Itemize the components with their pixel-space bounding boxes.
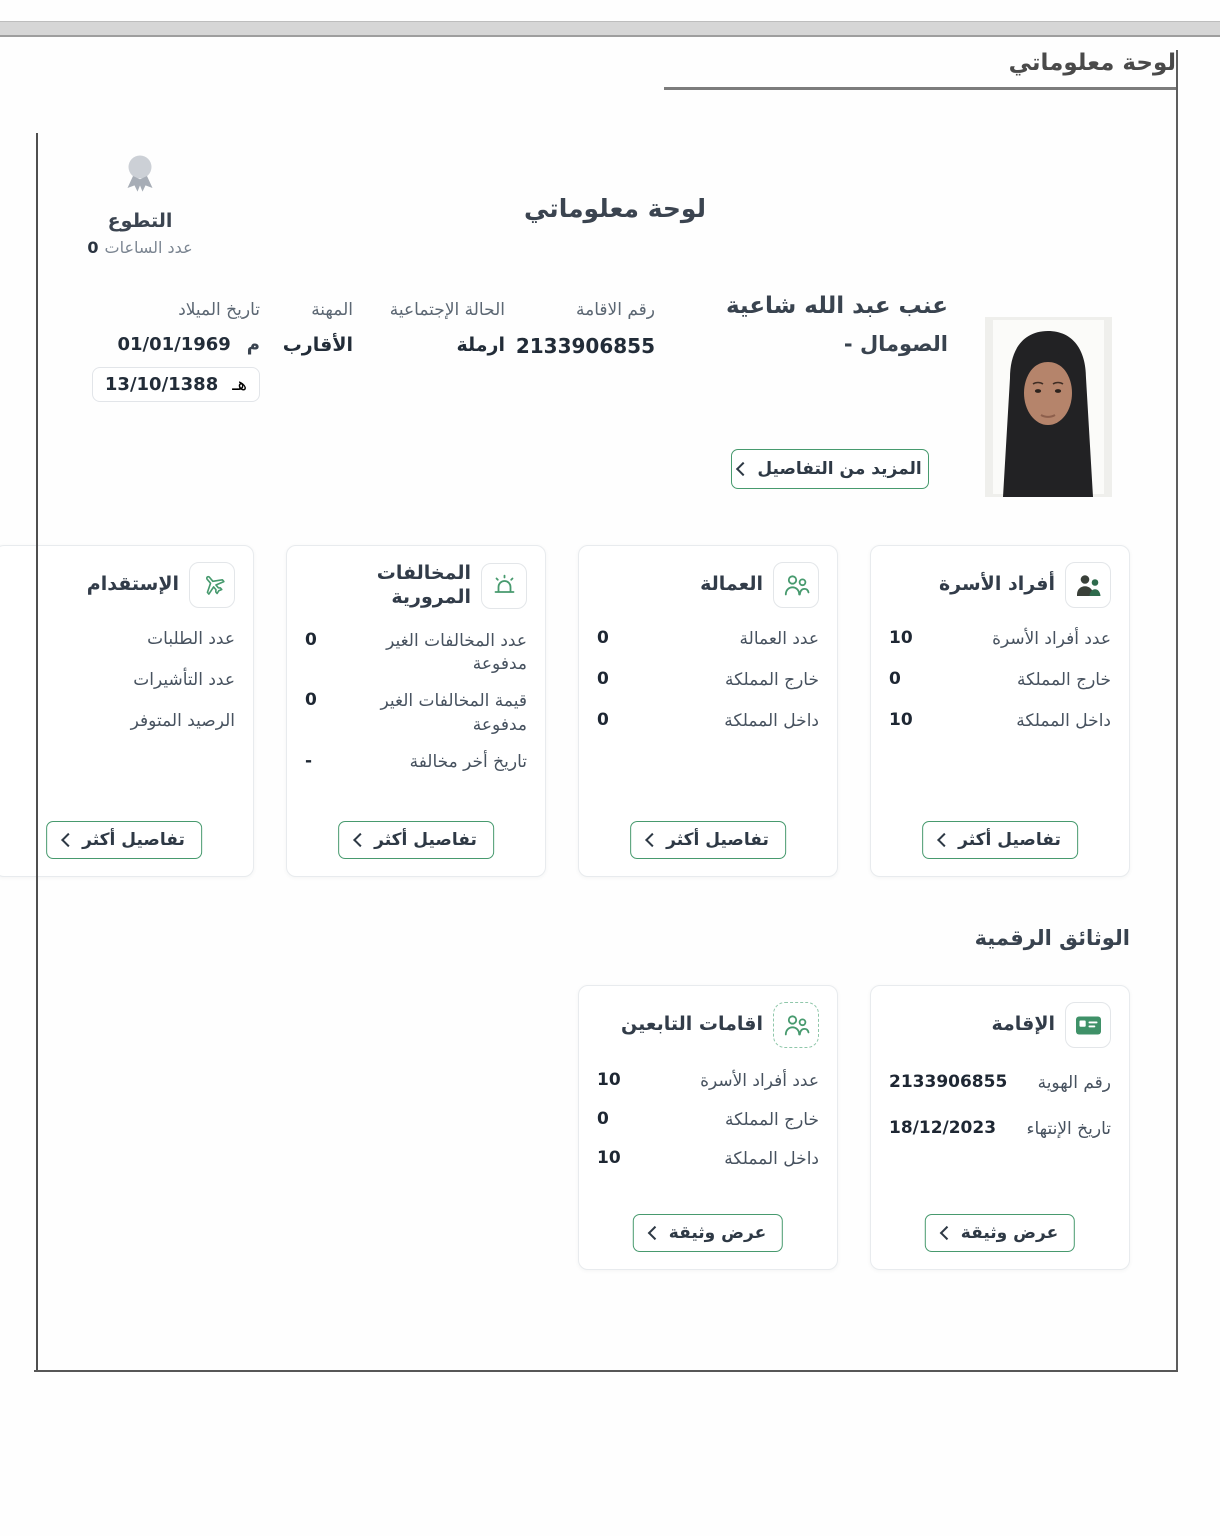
card-title: اقامات التابعين bbox=[621, 1013, 763, 1036]
row-value: 0 bbox=[305, 629, 317, 650]
scan-top-band bbox=[0, 21, 1220, 37]
field-label: تاريخ الميلاد bbox=[178, 300, 260, 320]
chevron-left-icon bbox=[937, 833, 951, 847]
profile-nationality: الصومال - bbox=[843, 332, 948, 356]
chevron-left-icon bbox=[645, 833, 659, 847]
family-members-icon bbox=[1065, 562, 1111, 608]
card-traffic-violations bbox=[286, 545, 546, 877]
row-value: 10 bbox=[597, 1147, 621, 1168]
chevron-left-icon bbox=[940, 1226, 954, 1240]
card-row bbox=[889, 1118, 1111, 1142]
view-document-button[interactable] bbox=[925, 1214, 1075, 1252]
row-label: عدد أفراد الأسرة bbox=[700, 1071, 819, 1091]
row-value: 10 bbox=[597, 1070, 621, 1090]
volunteering-hours bbox=[70, 238, 210, 257]
card-row bbox=[13, 628, 235, 652]
traffic-violations-icon bbox=[481, 563, 527, 609]
view-document-button[interactable] bbox=[633, 1214, 783, 1252]
chevron-left-icon bbox=[648, 1226, 662, 1240]
page-title: لوحة معلوماتي bbox=[1008, 50, 1176, 76]
card-row bbox=[889, 1072, 1111, 1096]
row-label: تاريخ أخر مخالفة bbox=[409, 751, 527, 772]
row-label: خارج المملكة bbox=[725, 669, 819, 690]
row-value: 0 bbox=[597, 628, 609, 648]
field-marital-status bbox=[390, 300, 505, 356]
card-rows bbox=[597, 628, 819, 733]
more-details-card-button[interactable] bbox=[46, 821, 202, 859]
card-row bbox=[305, 630, 527, 678]
chevron-left-icon bbox=[61, 833, 75, 847]
card-iqama-document bbox=[870, 985, 1130, 1270]
row-value: 0 bbox=[597, 668, 609, 689]
page-frame-left bbox=[36, 133, 38, 1372]
gregorian-marker: م bbox=[246, 334, 260, 355]
card-header bbox=[597, 562, 819, 608]
card-row bbox=[889, 669, 1111, 693]
birth-date-gregorian bbox=[92, 334, 260, 355]
button-label: تفاصيل أكثر bbox=[958, 830, 1061, 850]
card-row bbox=[597, 669, 819, 693]
card-title: الإقامة bbox=[991, 1013, 1055, 1036]
card-header bbox=[889, 1002, 1111, 1048]
button-label: تفاصيل أكثر bbox=[82, 830, 185, 850]
row-label: عدد المخالفات الغير مدفوعة bbox=[386, 630, 527, 675]
card-rows bbox=[889, 1072, 1111, 1142]
more-details-card-button[interactable] bbox=[630, 821, 786, 859]
field-value: الأقارب bbox=[282, 334, 353, 356]
chevron-left-icon bbox=[353, 833, 367, 847]
field-birth-date bbox=[92, 300, 260, 402]
row-label: داخل المملكة bbox=[724, 710, 819, 731]
card-header bbox=[889, 562, 1111, 608]
card-header bbox=[597, 1002, 819, 1048]
row-value: 18/12/2023 bbox=[889, 1117, 997, 1138]
page-frame-right bbox=[1176, 50, 1178, 1372]
row-label: قيمة المخالفات الغير مدفوعة bbox=[380, 691, 527, 735]
row-value: 2133906855 bbox=[889, 1072, 1008, 1092]
card-row bbox=[305, 751, 527, 775]
profile-photo bbox=[985, 317, 1112, 497]
hijri-marker: هـ bbox=[232, 374, 247, 395]
card-row bbox=[889, 628, 1111, 652]
field-iqama-number bbox=[516, 300, 655, 358]
more-details-label: المزيد من التفاصيل bbox=[757, 459, 922, 479]
card-family-members bbox=[870, 545, 1130, 877]
card-header bbox=[305, 562, 527, 610]
card-title: العمالة bbox=[700, 573, 763, 596]
page-frame-bottom bbox=[34, 1370, 1178, 1372]
card-row bbox=[13, 710, 235, 734]
row-label: الرصيد المتوفر bbox=[130, 710, 235, 731]
volunteering-widget bbox=[70, 152, 210, 257]
card-header bbox=[13, 562, 235, 608]
card-title: أفراد الأسرة bbox=[938, 573, 1055, 596]
card-dependents-residences bbox=[578, 985, 838, 1270]
documents-section-title: الوثائق الرقمية bbox=[974, 926, 1130, 950]
row-value: 10 bbox=[889, 709, 913, 730]
field-value: 2133906855 bbox=[515, 334, 655, 358]
card-rows bbox=[597, 1070, 819, 1171]
chevron-left-icon bbox=[736, 462, 750, 476]
row-label: داخل المملكة bbox=[1016, 710, 1111, 731]
hijri-date: 13/10/1388 bbox=[104, 374, 219, 395]
row-label: تاريخ الإنتهاء bbox=[1026, 1118, 1111, 1139]
card-row bbox=[597, 1109, 819, 1133]
row-label: خارج المملكة bbox=[1017, 669, 1111, 690]
recruitment-plane-icon bbox=[189, 562, 235, 608]
hours-value: 0 bbox=[87, 238, 99, 257]
row-label: خارج المملكة bbox=[725, 1109, 819, 1130]
row-label: رقم الهوية bbox=[1037, 1073, 1111, 1093]
button-label: تفاصيل أكثر bbox=[666, 830, 769, 850]
row-value: 10 bbox=[889, 628, 913, 648]
card-row bbox=[597, 628, 819, 652]
hours-label: عدد الساعات bbox=[104, 238, 193, 257]
card-row bbox=[597, 710, 819, 734]
dashboard-heading: لوحة معلوماتي bbox=[524, 194, 706, 223]
gregorian-date: 01/01/1969 bbox=[117, 334, 231, 355]
button-label: عرض وثيقة bbox=[960, 1223, 1059, 1243]
iqama-card-icon bbox=[1065, 1002, 1111, 1048]
row-label: عدد التأشيرات bbox=[133, 669, 235, 690]
field-occupation bbox=[283, 300, 353, 356]
card-row bbox=[889, 710, 1111, 734]
card-rows bbox=[305, 630, 527, 775]
card-row bbox=[13, 669, 235, 693]
row-value: 0 bbox=[305, 690, 317, 711]
card-title: المخالفات المرورية bbox=[376, 562, 471, 608]
card-recruitment bbox=[0, 545, 254, 877]
row-label: عدد الطلبات bbox=[147, 629, 235, 649]
title-underline bbox=[664, 87, 1176, 90]
button-label: عرض وثيقة bbox=[668, 1223, 767, 1243]
card-title: الإستقدام bbox=[86, 573, 179, 596]
field-label: المهنة bbox=[311, 300, 353, 320]
row-value: 0 bbox=[889, 668, 901, 689]
row-value: - bbox=[305, 750, 313, 771]
birth-date-hijri bbox=[92, 367, 260, 402]
dependents-icon bbox=[773, 1002, 819, 1048]
more-details-card-button[interactable] bbox=[338, 821, 494, 859]
row-label: داخل المملكة bbox=[724, 1148, 819, 1169]
profile-name-block bbox=[726, 293, 948, 356]
row-label: عدد أفراد الأسرة bbox=[992, 629, 1111, 649]
more-details-button[interactable] bbox=[731, 449, 929, 489]
card-row bbox=[597, 1148, 819, 1172]
volunteering-title: التطوع bbox=[107, 210, 173, 232]
field-label: الحالة الإجتماعية bbox=[389, 300, 505, 320]
card-row bbox=[305, 690, 527, 738]
more-details-card-button[interactable] bbox=[922, 821, 1078, 859]
card-rows bbox=[13, 628, 235, 733]
row-label: عدد العمالة bbox=[739, 629, 819, 649]
field-value: ارملة bbox=[456, 334, 505, 356]
card-row bbox=[597, 1070, 819, 1094]
card-rows bbox=[889, 628, 1111, 733]
profile-name: عنب عبد الله شاعية bbox=[725, 293, 948, 319]
row-value: 0 bbox=[597, 1108, 609, 1129]
medal-icon bbox=[119, 187, 161, 206]
workers-icon bbox=[773, 562, 819, 608]
button-label: تفاصيل أكثر bbox=[374, 830, 477, 850]
row-value: 0 bbox=[597, 709, 609, 730]
card-labor bbox=[578, 545, 838, 877]
field-label: رقم الاقامة bbox=[576, 300, 655, 320]
